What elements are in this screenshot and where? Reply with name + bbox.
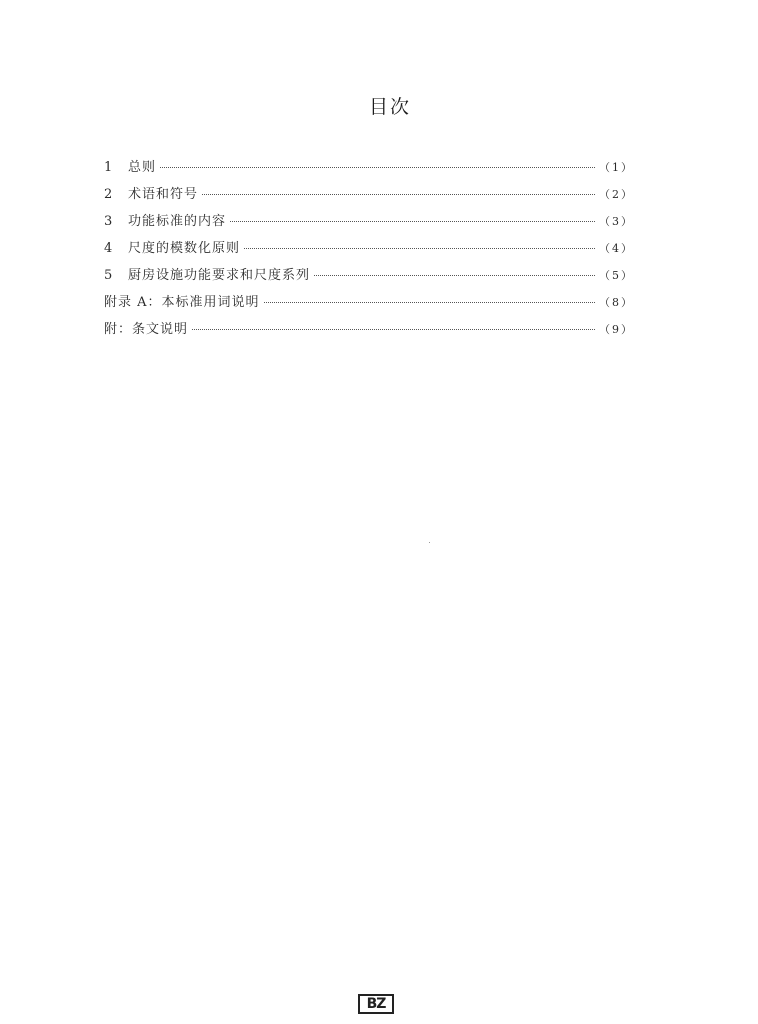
toc-entry-number: 5 xyxy=(104,268,113,283)
toc-entry-number: 4 xyxy=(104,241,113,256)
toc-entry-title: 功能标准的内容 xyxy=(128,214,227,229)
toc-leader-dots xyxy=(244,248,595,249)
toc-entry-title: 术语和符号 xyxy=(128,187,199,202)
toc-entry[interactable] xyxy=(104,318,634,345)
toc-entry-page: （4） xyxy=(599,242,634,255)
toc-leader-dots xyxy=(230,221,595,222)
toc-entry[interactable] xyxy=(104,183,634,210)
toc-entry-page: （1） xyxy=(599,161,634,174)
toc-entry-page: （2） xyxy=(599,188,634,201)
table-of-contents xyxy=(104,156,634,345)
page-title: 目次 xyxy=(368,96,411,118)
toc-leader-dots xyxy=(202,194,595,195)
toc-entry-page: （9） xyxy=(599,323,634,336)
toc-entry-title: 附录 A：本标准用词说明 xyxy=(104,295,260,310)
toc-entry-title: 厨房设施功能要求和尺度系列 xyxy=(128,268,311,283)
toc-entry[interactable] xyxy=(104,210,634,237)
toc-leader-dots xyxy=(192,329,595,330)
toc-entry[interactable] xyxy=(104,264,634,291)
toc-entry-title: 总则 xyxy=(128,160,157,175)
toc-entry-number: 3 xyxy=(104,214,113,229)
toc-entry-page: （3） xyxy=(599,215,634,228)
toc-entry-title: 尺度的模数化原则 xyxy=(128,241,241,256)
scan-speck xyxy=(429,542,430,543)
toc-leader-dots xyxy=(264,302,595,303)
bz-logo: BZ xyxy=(358,994,394,1014)
toc-entry[interactable] xyxy=(104,156,634,183)
toc-entry[interactable] xyxy=(104,291,634,318)
toc-leader-dots xyxy=(160,167,595,168)
toc-entry[interactable] xyxy=(104,237,634,264)
toc-entry-number: 2 xyxy=(104,187,113,202)
toc-entry-page: （5） xyxy=(599,269,634,282)
toc-entry-title: 附：条文说明 xyxy=(104,322,189,337)
toc-entry-number: 1 xyxy=(104,160,113,175)
toc-entry-page: （8） xyxy=(599,296,634,309)
toc-leader-dots xyxy=(314,275,595,276)
